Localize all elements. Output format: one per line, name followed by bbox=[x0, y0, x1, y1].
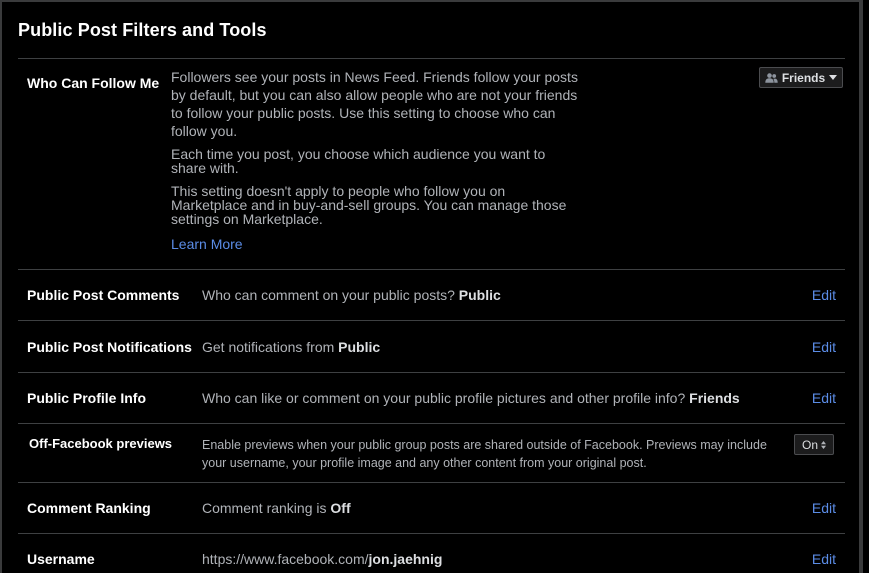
public-profile-info-label: Public Profile Info bbox=[27, 390, 147, 406]
public-post-comments-text bbox=[202, 287, 501, 303]
follow-description-p3: This setting doesn't apply to people who follow you on Marketplace and in buy-and-sell groups. You can manage those settings on Marketplace. bbox=[171, 183, 567, 227]
friends-icon bbox=[765, 73, 778, 83]
divider bbox=[18, 58, 845, 59]
off-facebook-previews-text bbox=[202, 436, 767, 472]
username-label: Username bbox=[27, 551, 95, 567]
up-down-caret-icon bbox=[821, 441, 826, 449]
divider bbox=[18, 269, 845, 270]
off-facebook-previews-label: Off-Facebook previews bbox=[29, 436, 173, 451]
divider bbox=[18, 372, 845, 373]
follow-description bbox=[171, 68, 581, 140]
public-post-notifications-question: Get notifications from bbox=[202, 339, 335, 355]
comment-ranking-text bbox=[202, 500, 351, 516]
divider bbox=[18, 482, 845, 483]
public-post-notifications-label: Public Post Notifications bbox=[27, 339, 192, 355]
username-text bbox=[202, 551, 442, 567]
public-post-notifications-value: Public bbox=[338, 339, 381, 355]
divider bbox=[18, 423, 845, 424]
follow-audience-value: Friends bbox=[781, 70, 826, 85]
off-facebook-previews-line2: your username, your profile image and any other content from your original post. bbox=[202, 456, 647, 470]
edit-username-link[interactable]: Edit bbox=[811, 551, 836, 567]
public-profile-info-value: Friends bbox=[689, 390, 740, 406]
public-profile-info-question: Who can like or comment on your public profile pictures and other profile info? bbox=[202, 390, 686, 406]
follow-description-p1: Followers see your posts in News Feed. Friends follow your posts by default, but you can also allow people who are not your friends to follow your public posts. Use this setting to choose who can follow you. bbox=[171, 69, 578, 139]
public-post-comments-label: Public Post Comments bbox=[27, 287, 180, 303]
divider bbox=[18, 320, 845, 321]
caret-down-icon bbox=[829, 75, 837, 80]
off-facebook-previews-line1: Enable previews when your public group posts are shared outside of Facebook. Previews may include bbox=[202, 438, 767, 452]
edit-profile-info-link[interactable]: Edit bbox=[811, 390, 836, 406]
comment-ranking-value: Off bbox=[330, 500, 351, 516]
public-post-notifications-text bbox=[202, 339, 380, 355]
public-post-comments-question: Who can comment on your public posts? bbox=[202, 287, 455, 303]
page-title: Public Post Filters and Tools bbox=[18, 20, 267, 40]
follow-description-marketplace bbox=[171, 184, 581, 226]
edit-comments-link[interactable]: Edit bbox=[811, 287, 836, 303]
divider bbox=[18, 533, 845, 534]
learn-more-link[interactable]: Learn More bbox=[171, 236, 243, 252]
comment-ranking-question: Comment ranking is bbox=[202, 500, 327, 516]
follow-description-p2: Each time you post, you choose which audience you want to share with. bbox=[171, 146, 546, 176]
username-url-prefix: https://www.facebook.com/ bbox=[202, 551, 369, 567]
public-profile-info-text bbox=[202, 390, 740, 406]
follow-description-audience bbox=[171, 147, 581, 175]
off-facebook-previews-toggle[interactable] bbox=[794, 434, 834, 455]
off-facebook-previews-value: On bbox=[801, 437, 818, 452]
public-post-comments-value: Public bbox=[458, 287, 501, 303]
edit-comment-ranking-link[interactable]: Edit bbox=[811, 500, 836, 516]
username-value: jon.jaehnig bbox=[368, 551, 443, 567]
who-can-follow-label: Who Can Follow Me bbox=[27, 75, 160, 91]
edit-notifications-link[interactable]: Edit bbox=[811, 339, 836, 355]
comment-ranking-label: Comment Ranking bbox=[27, 500, 151, 516]
follow-audience-dropdown[interactable] bbox=[759, 67, 843, 88]
